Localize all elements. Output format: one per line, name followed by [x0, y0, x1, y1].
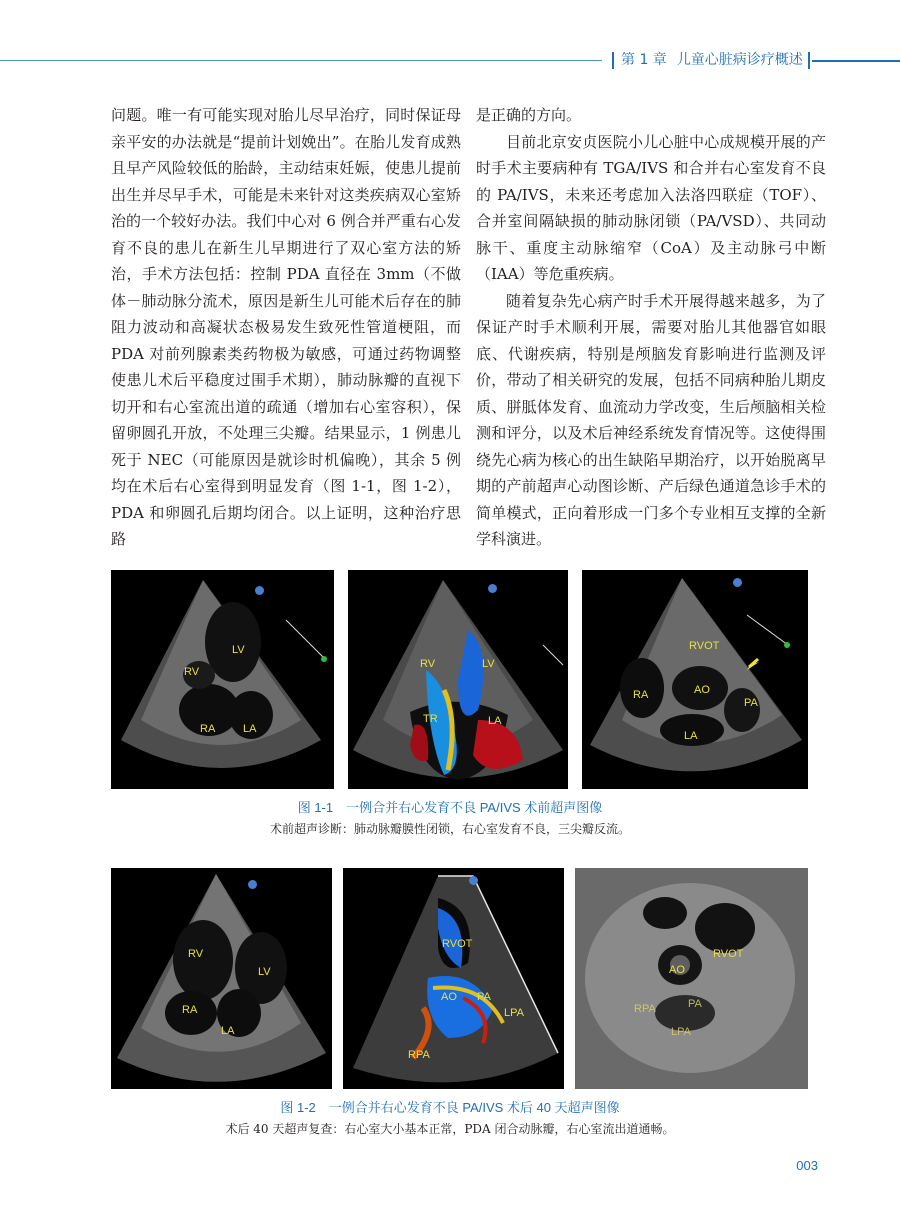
echo-label: RPA: [408, 1049, 430, 1061]
echo-label: AO: [441, 991, 457, 1003]
echo-label: RA: [633, 689, 649, 701]
echo-image-post-4-chamber: [111, 868, 332, 1089]
figure-1-1-images: [111, 570, 808, 789]
body-paragraph: 随着复杂先心病产时手术开展得越来越多，为了保证产时手术顺利开展，需要对胎儿其他器官如眼底、代谢疾病，特别是颅脑发育影响进行监测及评价，带动了相关研究的发展，包括不同病种胎儿期皮质、胼胝体发育、血流动力学改变，生后颅脑相关检测和评分，以及术后神经系统发育情况等。这使得围绕先心病为核心的出生缺陷早期治疗，以开始脱离早期的产前超声心动图诊断、产后绿色通道急诊手术的简单模式，正向着形成一门多个专业相互支撑的全新学科演进。: [476, 291, 826, 548]
echo-label: AO: [694, 684, 710, 696]
echo-label: LV: [232, 644, 245, 656]
echo-label: LPA: [671, 1026, 691, 1038]
page-number: 003: [796, 1158, 818, 1173]
figure-1-1-caption-text: 术前超声诊断：肺动脉瓣膜性闭锁，右心室发育不良，三尖瓣反流。: [269, 822, 630, 836]
echo-label: PA: [477, 991, 491, 1003]
echo-label: LA: [243, 723, 257, 735]
ultrasound-sector: [582, 570, 808, 789]
probe-logo-icon: [469, 876, 478, 885]
body-column-left: [111, 102, 461, 553]
running-head: [621, 50, 805, 70]
ultrasound-sector: [111, 570, 334, 789]
body-column-right: [476, 102, 826, 553]
probe-logo-icon: [488, 584, 497, 593]
probe-logo-icon: [255, 586, 264, 595]
echo-image-pre-short-axis: [582, 570, 808, 789]
echo-label: LV: [258, 966, 271, 978]
ultrasound-sector-doppler: [348, 570, 568, 789]
echo-label: RV: [420, 658, 436, 670]
probe-logo-icon: [248, 880, 257, 889]
echo-label: LA: [221, 1025, 235, 1037]
echo-label: LA: [684, 730, 698, 742]
header-rule-right: [812, 60, 900, 62]
body-paragraph: 问题。唯一有可能实现对胎儿尽早治疗，同时保证母亲平安的办法就是“提前计划娩出”。在胎儿发育成熟且早产风险较低的胎龄，主动结束妊娠，使患儿提前出生并尽早手术，可能是未来针对这类疾病双心室矫治的一个较好办法。我们中心对 6 例合并严重右心发育不良的患儿在新生儿早期进行了双心室方法的矫治，手术方法包括：控制 PDA 直径在 3mm（不做体－肺动脉分流术，原因是新生儿可能术后存在的肺阻力波动和高凝状态极易发生致死性管道梗阻，而 PDA 对前列腺素类药物极为敏感，可通过药物调整使患儿术后平稳度过围手术期），肺动脉瓣的直视下切开和右心室流出道的疏通（增加右心室容积），保留卵圆孔开放，不处理三尖瓣。结果显示，1 例患儿死于 NEC（可能原因是就诊时机偏晚），其余 5 例均在术后右心室得到明显发育（图 1-1，图 1-2），PDA 和卵圆孔后期均闭合。以上证明，这种治疗思路: [111, 106, 461, 548]
body-paragraph: 是正确的方向。: [476, 106, 582, 124]
echo-label: LV: [482, 658, 495, 670]
echo-label: RVOT: [689, 640, 720, 652]
echo-label: RA: [182, 1004, 198, 1016]
echo-label: PA: [744, 697, 758, 709]
running-head-title: 儿童心脏病诊疗概述: [676, 52, 803, 68]
echo-label: LA: [488, 715, 502, 727]
running-head-chapter: 第 1 章: [621, 52, 667, 68]
header-divider-mark: [612, 52, 614, 69]
echo-image-post-short-axis: [575, 868, 808, 1089]
ultrasound-sector-doppler: [343, 868, 564, 1089]
echo-image-pre-4-chamber: [111, 570, 334, 789]
echo-label: RV: [188, 948, 204, 960]
ultrasound-sector: [111, 868, 332, 1089]
ultrasound-image: [575, 868, 808, 1089]
figure-1-2-images: [111, 868, 808, 1089]
header-divider-mark-right: [808, 52, 810, 69]
body-paragraph: 目前北京安贞医院小儿心脏中心成规模开展的产时手术主要病种有 TGA/IVS 和合并右心室发育不良的 PA/IVS，未来还考虑加入法洛四联症（TOF）、合并室间隔缺损的肺动脉闭锁（PA/VSD）、共同动脉干、重度主动脉缩窄（CoA）及主动脉弓中断（IAA）等危重疾病。: [476, 132, 826, 283]
figure-1-1-caption-title: 图 1-1 一例合并右心发育不良 PA/IVS 术前超声图像: [297, 800, 603, 815]
echo-label: RPA: [634, 1003, 656, 1015]
echo-label: AO: [669, 964, 685, 976]
echo-label: RVOT: [713, 948, 744, 960]
header-rule-left: [0, 60, 602, 61]
echo-label: RVOT: [442, 938, 473, 950]
echo-label: RV: [184, 666, 200, 678]
echo-label: LPA: [504, 1007, 524, 1019]
figure-1-2-caption-title: 图 1-2 一例合并右心发育不良 PA/IVS 术后 40 天超声图像: [280, 1100, 620, 1115]
echo-label: TR: [423, 713, 438, 725]
echo-label: PA: [688, 998, 702, 1010]
probe-logo-icon: [733, 578, 742, 587]
echo-label: RA: [200, 723, 216, 735]
echo-image-post-doppler: [343, 868, 564, 1089]
echo-image-pre-doppler: [348, 570, 568, 789]
figure-1-2-caption-text: 术后 40 天超声复查：右心室大小基本正常，PDA 闭合动脉瓣，右心室流出道通畅。: [225, 1122, 675, 1136]
